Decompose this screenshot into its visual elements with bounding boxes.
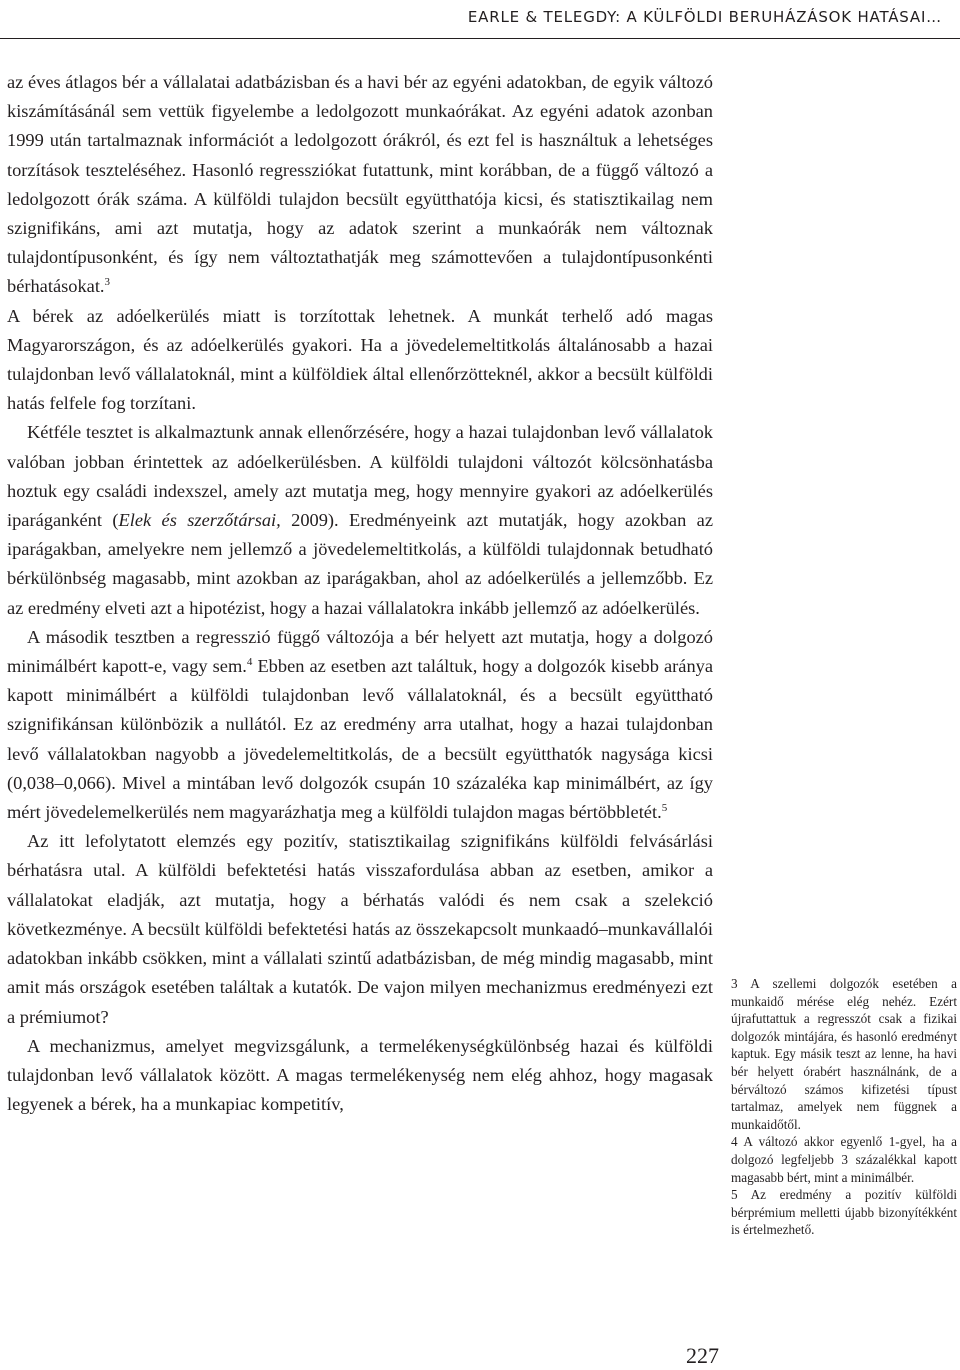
footnote-5: 5 Az eredmény a pozitív külföldi bérprémium melletti újabb bizonyítékként is értelmezhető. [731,1187,957,1238]
running-header: EARLE & TELEGDY: A KÜLFÖLDI BERUHÁZÁSOK HATÁSAI… [467,8,942,26]
footnotes [731,975,957,1239]
paragraph-5: Az itt lefolytatott elemzés egy pozitív, statisztikailag szignifikáns külföldi felvásárlási bérhatásra utal. A külföldi befektetési hatás visszafordulása abban az esetben, amikor a vállalatokat eladják, azt mutatja, hogy a bérhatás valódi és nem csak a szelekció következménye. A becsült külföldi befektetési hatás az összekapcsolt munkaadó–munkavállalói adatokban inkább csökken, mint a vállalati szintű adatbázisban, de még mindig magasabb, mint amit más országok esetében találtak a kutatók. De vajon milyen mechanizmus eredményezi ezt a prémiumot? [7,831,713,1027]
footnote-4: 4 A változó akkor egyenlő 1-gyel, ha a dolgozó legfeljebb 3 százalékkal kapott magasabb bért, mint a minimálbér. [731,1134,957,1185]
paragraph-4-text-a: A második tesztben a regresszió függő változója a bér helyett azt mutatja, hogy a dolgozó minimálbért kapott-e, vagy sem. [7,626,713,677]
main-body-text [7,68,713,1119]
footnote-ref-3: 3 [104,276,111,289]
paragraph-3-text-b: 2009). Eredményeink azt mutatják, hogy azokban az iparágakban, amelyekre nem jellemző a jövedelemeltitkolás, a külföldi tulajdonnak betudható bérkülönbség magasabb, mint azokban az iparágakban, ahol az adóelkerülés a jellemzőbb. Ez az eredmény elveti azt a hipotézist, hogy a hazai vállalatokra inkább jellemző az adóelkerülés. [7,510,713,618]
paragraph-6: A mechanizmus, amelyet megvizsgálunk, a termelékenységkülönbség hazai és külföldi tulajdonban levő vállalatok között. A magas termelékenység nem elég ahhoz, hogy magasak legyenek a bérek, ha a munkapiac kompetitív, [7,1035,713,1115]
page-number: 227 [686,1343,719,1368]
paragraph-3 [7,418,713,622]
paragraph-3-text-a: Kétféle tesztet is alkalmaztunk annak ellenőrzésére, hogy a hazai tulajdonban levő vállalatok valóban jobban érintettek az adóelkerülésben. A külföldi tulajdoni változót kölcsönhatásba hoztuk egy családi indexszel, amely azt mutatja meg, hogy mennyire gyakori az adóelkerülés iparáganként ( [7,422,713,531]
paragraph-2: A bérek az adóelkerülés miatt is torzítottak lehetnek. A munkát terhelő adó magas Magyarországon, és az adóelkerülés gyakori. Ha a jövedelemeltitkolás általánosabb a hazai tulajdonban levő vállalatoknál, mint a külföldiek által ellenőrzötteknél, akkor a becsült külföldi hatás felfele fog torzítani. [7,305,713,414]
footnote-ref-5: 5 [661,801,668,814]
header-rule [0,38,960,39]
paragraph-4 [7,623,713,827]
paragraph-1-text: az éves átlagos bér a vállalatai adatbázisban és a havi bér az egyéni adatokban, de egyik változó kiszámításánál sem vettük figyelembe a ledolgozott munkaórákat. Az egyéni adatok azonban 1999 után tartalmaznak információt a ledolgozott órákról, és ezt fel is használtuk a lehetséges torzítások teszteléséhez. Hasonló regressziókat futattunk, mint korábban, de a függő változó a ledolgozott órák száma. A külföldi tulajdon becsült együtthatója kicsi, és statisztikailag nem szignifikáns, ami azt mutatja, hogy az adatok szerint a munkaórák nem változnak tulajdontípusonként, és így nem változtathatják meg számottevően a tulajdontípusonkénti bérhatásokat. [7,72,713,297]
citation: Elek és szerzőtársai, [118,510,281,531]
footnote-3: 3 A szellemi dolgozók esetében a munkaidő mérése elég nehéz. Ezért újrafuttattuk a regresszót csak a fizikai dolgozók mintájára, és hasonló eredményt kaptuk. Egy másik teszt az lenne, ha havi bér helyett órabért használnánk, de a bérváltozó számos kifizetési típust tartalmaz, amelyek nem függnek a munkaidőtől. [731,976,957,1132]
footnote-ref-4: 4 [246,655,253,668]
paragraph-4-text-b: Ebben az esetben azt találtuk, hogy a dolgozók kisebb aránya kapott minimálbért a külföldi tulajdonban levő vállalatoknál, és a becsült együttható szignifikánsan különbözik a nullától. Ez az eredmény arra utalhat, hogy a hazai tulajdonban levő vállalatokban nagyobb a jövedelemeltitkolás, de a becsült együtthatók nagysága kicsi (0,038–0,066). Mivel a mintában levő dolgozók csupán 10 százaléka kap minimálbért, az így mért jövedelemelkerülés nem magyarázhatja meg a külföldi tulajdon magas bértöbbletét. [7,656,713,823]
paragraph-1 [7,68,713,302]
